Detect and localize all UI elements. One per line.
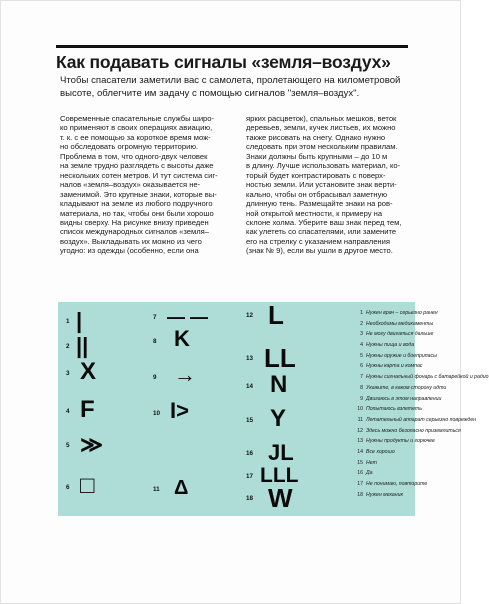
signal-number: 9: [153, 374, 157, 381]
text-line: (знак № 9), если вы ушли в другое место.: [246, 246, 393, 256]
text-line: кально, чтобы он отбрасывал заметную: [246, 189, 388, 199]
legend-row: [353, 361, 423, 372]
signal-glyph: X: [80, 358, 97, 385]
legend-row: [353, 479, 428, 490]
signal-number: 4: [66, 408, 70, 415]
legend-number: 14: [357, 448, 363, 455]
signal-number: 2: [66, 343, 70, 350]
signal-glyph: Δ: [174, 477, 189, 499]
page-title: Как подавать сигналы «земля–воздух»: [56, 52, 391, 72]
text-line: как улететь со спасателями, или замените: [246, 227, 397, 237]
text-line: склоне холма. Уберите ваш знак перед тем,: [246, 217, 402, 227]
legend-number: 6: [360, 363, 363, 370]
legend-text: Нужны продукты и горючее: [366, 438, 435, 445]
signal-glyph: ≫: [80, 432, 104, 457]
legend-row: [353, 340, 413, 351]
legend-text: Все хорошо: [366, 448, 395, 455]
legend-row: [353, 447, 413, 458]
text-line: кладывают на земле из любого подручного: [60, 199, 213, 209]
legend-row: [353, 468, 413, 479]
legend-number: 5: [360, 352, 363, 359]
signal-glyph: →: [174, 362, 196, 387]
legend-row: [353, 415, 477, 426]
signal-glyph: |: [76, 308, 83, 333]
legend-number: 8: [360, 384, 363, 391]
legend-text: Летательный аппарат серьезно поврежден: [366, 416, 477, 423]
signal-glyph: F: [80, 396, 95, 423]
signal-glyph: N: [270, 371, 288, 398]
signal-glyph: ||: [76, 333, 89, 358]
text-line: материала, но так, чтобы они были хорошо: [60, 208, 214, 218]
signal-number: 16: [246, 450, 254, 457]
legend-text: Нужны сигнальный фонарь с батарейкой и радио: [366, 374, 489, 381]
legend-number: 1: [360, 310, 363, 316]
signal-number: 11: [153, 486, 160, 493]
legend-text: Нужны карта и компас: [366, 363, 423, 370]
signal-panel: [58, 300, 489, 516]
legend-row: [353, 351, 437, 362]
legend-text: Двигаюсь в этом направлении: [366, 395, 442, 402]
signal-number: 3: [66, 370, 70, 377]
signal-number: 10: [153, 410, 161, 417]
signal-number: 15: [246, 417, 254, 424]
legend-text: Нужен механик: [366, 491, 403, 498]
legend-text: Здесь можно безопасно приземлиться: [366, 427, 461, 434]
title-rule: [56, 45, 408, 48]
legend-number: 18: [357, 491, 363, 498]
text-line: торый будет контрастировать с поверх-: [246, 170, 386, 180]
text-line: список международных сигналов «земля–: [60, 227, 209, 237]
left-column: [60, 114, 238, 256]
signal-number: 18: [246, 495, 254, 502]
text-line: Знаки должны быть крупными – до 10 м: [246, 151, 388, 161]
legend-text: Попытаюсь взлететь: [366, 406, 422, 413]
legend-row: [353, 308, 438, 319]
signal-glyph: L: [268, 300, 284, 330]
text-line: ностью земли. Или установите знак верти-: [246, 180, 397, 190]
legend-row: [353, 436, 435, 447]
legend-text: Необходимы медикаменты: [366, 320, 434, 327]
text-line: но обследовать огромную территорию.: [60, 142, 199, 152]
signal-glyph: K: [174, 326, 190, 351]
lead-line: Чтобы спасатели заметили вас с самолета, пролетающего на километровой: [60, 75, 401, 86]
lead-paragraph: [60, 75, 416, 100]
legend-text: Нужен врач – серьезно ранен: [366, 310, 438, 316]
signal-number: 5: [66, 442, 70, 449]
legend-row: [353, 404, 422, 415]
legend-text: Нужны оружие и боеприпасы: [366, 352, 437, 359]
legend-number: 16: [357, 470, 363, 477]
text-line: Проблема в том, что одного-двух человек: [60, 151, 208, 161]
legend-number: 4: [360, 342, 363, 349]
signal-number: 6: [66, 484, 70, 491]
text-line: в длину. Лучше использовать материал, ко-: [246, 161, 401, 171]
legend-text: Да: [366, 470, 373, 477]
text-line: деревьев, земли, кучек листьев, их можно: [246, 123, 396, 133]
signal-number: 1: [66, 318, 70, 325]
legend-number: 3: [360, 331, 363, 338]
signal-legend: [353, 308, 489, 500]
signal-glyph: JL: [268, 440, 294, 465]
signal-number: 7: [153, 314, 157, 321]
text-line: налов «земля–воздух» оказывается не-: [60, 180, 201, 190]
signal-glyph: W: [268, 483, 293, 513]
legend-number: 13: [357, 438, 363, 445]
legend-row: [353, 372, 489, 383]
text-line: т. к. с ее помощью за короткое время мож-: [60, 132, 211, 142]
legend-number: 7: [360, 374, 363, 381]
legend-text: Нет: [366, 459, 377, 466]
signal-number: 17: [246, 473, 254, 480]
legend-number: 11: [357, 416, 363, 423]
legend-row: [353, 490, 413, 501]
text-line: воздух». Выкладывать их можно из чего: [60, 236, 202, 246]
legend-number: 17: [357, 481, 363, 487]
legend-row: [353, 319, 434, 330]
signal-glyph: I>: [170, 398, 189, 423]
text-line: ко применяют в своих операциях авиацию,: [60, 123, 213, 133]
signal-glyph: LLL: [260, 464, 299, 487]
text-line: нескольких сотен метров. И тут система сиг-: [60, 170, 218, 180]
text-line: Современные спасательные службы широ-: [60, 114, 215, 123]
signal-glyph: □: [80, 472, 95, 499]
text-line: также рисовать на снегу. Однако нужно: [246, 132, 386, 142]
signal-number: 12: [246, 312, 254, 319]
signal-number: 8: [153, 338, 157, 345]
text-line: на земле трудно разглядеть с высоты даже: [60, 161, 214, 171]
legend-text: Не понимаю, повторите: [366, 481, 428, 487]
text-line: ярких расцветок), спальных мешков, веток: [246, 114, 397, 123]
right-column: [246, 114, 416, 256]
legend-text: Нужны пища и вода: [366, 342, 415, 349]
signal-number: 14: [246, 383, 254, 390]
legend-text: Не могу двигаться дальше: [366, 331, 434, 338]
signal-number: 13: [246, 355, 254, 362]
legend-text: Укажите, в каком сторону идти: [366, 384, 447, 391]
text-line: длинную тень. Размещайте знаки на ров-: [246, 199, 393, 209]
text-line: заменимой. Это крупные знаки, которые вы-: [60, 189, 217, 199]
text-line: следовать при этом нескольким правилам.: [246, 142, 398, 152]
legend-row: [353, 394, 442, 405]
legend-row: [353, 329, 434, 340]
text-line: ной открытой местности, к примеру на: [246, 208, 383, 218]
legend-row: [353, 426, 461, 437]
legend-row: [353, 383, 447, 394]
signal-glyph: LL: [264, 343, 296, 373]
lead-line: высоте, облегчите им задачу с помощью сигналов "земля–воздух".: [60, 87, 360, 99]
text-line: его на стрелку с указанием направления: [246, 236, 390, 246]
legend-number: 12: [357, 427, 363, 434]
legend-row: [353, 458, 413, 469]
legend-number: 9: [360, 395, 363, 402]
legend-number: 2: [360, 320, 363, 327]
text-line: видны сверху. На рисунке внизу приведен: [60, 217, 209, 227]
legend-number: 15: [357, 459, 363, 466]
signal-glyph: Y: [270, 405, 287, 432]
signal-glyph: — —: [167, 307, 209, 327]
text-line: угодно: из одежды (особенно, если она: [60, 246, 199, 256]
legend-number: 10: [357, 406, 363, 413]
